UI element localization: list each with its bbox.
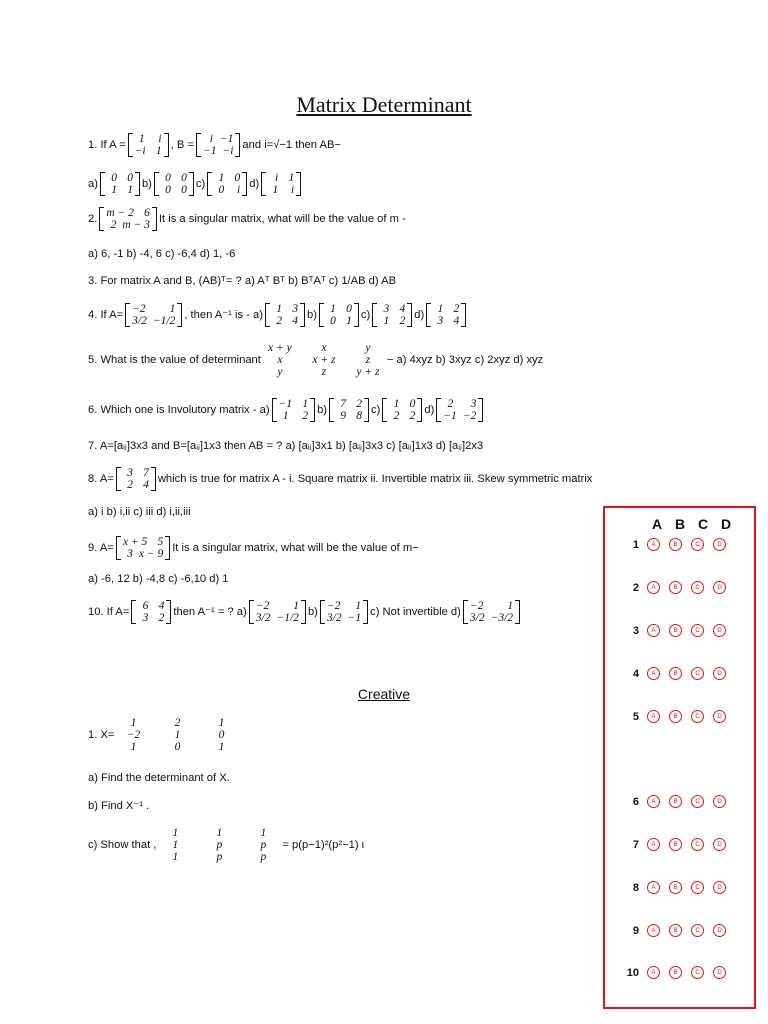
matrix-cell: 2 [127, 479, 133, 491]
omr-bubble-b[interactable]: B [669, 795, 682, 808]
matrix-cell: 0 [111, 172, 117, 184]
omr-bubble-a[interactable]: A [647, 924, 660, 937]
omr-bubble-c[interactable]: C [691, 924, 704, 937]
matrix-cell: x − 9 [138, 548, 164, 560]
omr-row-number: 8 [632, 881, 639, 894]
omr-column-headers [649, 516, 734, 532]
determinant-cell: y [365, 342, 371, 354]
omr-bubble-d[interactable]: D [713, 538, 726, 551]
omr-bubble-b[interactable]: B [669, 966, 682, 979]
matrix-cell: 2 [158, 612, 165, 624]
determinant-grid [160, 827, 278, 863]
matrix-cell: −1/2 [152, 315, 176, 327]
matrix-cell: 0 [181, 184, 187, 196]
matrix-cell: 2 [356, 398, 363, 410]
matrix-cell: −1 [347, 612, 362, 624]
matrix-cell: −1 [202, 145, 217, 157]
omr-row-number: 7 [632, 838, 639, 851]
matrix-cell: −2 [462, 410, 477, 422]
question-2-options: a) 6, -1 b) -4, 6 c) -6,4 d) 1, -6 [88, 248, 236, 260]
matrix [116, 467, 156, 491]
determinant-cell: 1 [130, 741, 137, 753]
matrix [372, 303, 412, 327]
omr-bubble-a[interactable]: A [647, 624, 660, 637]
matrix-cell: 1 [155, 145, 162, 157]
creative-part-a: a) Find the determinant of X. [88, 772, 230, 784]
omr-bubble-d[interactable]: D [713, 881, 726, 894]
matrix-cell: 4 [292, 315, 298, 327]
matrix-cell: 2 [393, 410, 400, 422]
matrix-cell: 1 [127, 184, 133, 196]
creative-part-c: c) Show that , 1 1 1 1 p p 1 p p = p(p−1)²(p²−1) ι [88, 827, 365, 863]
matrix-cell: 2 [447, 398, 454, 410]
matrix-cell: 3 [437, 315, 444, 327]
matrix-cell: 0 [346, 303, 352, 315]
matrix [463, 600, 520, 624]
omr-bubble-d[interactable]: D [713, 667, 726, 680]
omr-bubble-a[interactable]: A [647, 795, 660, 808]
determinant-cell: x + z [312, 354, 336, 366]
omr-bubble-b[interactable]: B [669, 881, 682, 894]
omr-bubble-b[interactable]: B [669, 924, 682, 937]
matrix-cell: 3/2 [326, 612, 342, 624]
omr-row-number: 2 [632, 581, 639, 594]
matrix-cell: −1 [219, 133, 234, 145]
matrix-cell: 9 [340, 410, 347, 422]
matrix-cell: 1 [272, 184, 279, 196]
determinant-cell: 0 [174, 741, 181, 753]
matrix-cell: 6 [144, 207, 150, 219]
omr-bubble-c[interactable]: C [691, 795, 704, 808]
matrix-cell: −2 [469, 600, 484, 612]
matrix-cell: −1 [443, 410, 457, 422]
matrix [196, 133, 240, 157]
omr-bubble-c[interactable]: C [691, 710, 704, 723]
determinant-cell: p [216, 851, 223, 863]
matrix-cell: i [274, 172, 279, 184]
omr-row [623, 881, 735, 894]
matrix-cell: 3 [127, 548, 133, 560]
matrix-cell: 1 [169, 303, 176, 315]
matrix-cell: 0 [330, 315, 336, 327]
matrix-cell: 4 [453, 315, 460, 327]
matrix-cell: 1 [437, 303, 444, 315]
matrix-cell: 3/2 [469, 612, 485, 624]
omr-header-b: B [674, 516, 686, 532]
matrix-cell: 8 [356, 410, 363, 422]
omr-bubble-d[interactable]: D [713, 838, 726, 851]
determinant-cell: 1 [172, 827, 179, 839]
matrix-cell: 1 [507, 600, 514, 612]
omr-bubble-c[interactable]: C [691, 538, 704, 551]
omr-bubble-d[interactable]: D [713, 966, 726, 979]
matrix-cell: 7 [143, 467, 149, 479]
omr-row [623, 838, 735, 851]
determinant-cell: p [260, 839, 267, 851]
omr-bubble-a[interactable]: A [647, 838, 660, 851]
matrix-cell: 1 [111, 184, 117, 196]
matrix-cell: 2 [110, 219, 117, 231]
matrix-cell: 0 [409, 398, 416, 410]
question-8: 8. A= 3 7 2 4 which is true for matrix A - i. Square matrix ii. Invertible matrix iii. Skew symmetric matrix [88, 467, 593, 491]
determinant-cell: 1 [174, 729, 181, 741]
question-6: 6. Which one is Involutory matrix - a) −1 1 1 2 b) 7 2 9 8 c) 1 0 2 2 d) 2 3 −1 −2 [88, 398, 485, 422]
omr-bubble-a[interactable]: A [647, 966, 660, 979]
creative-title: Creative [357, 686, 411, 702]
matrix-cell: 2 [276, 315, 282, 327]
matrix-cell: x + 5 [122, 536, 148, 548]
matrix-cell: −3/2 [490, 612, 514, 624]
matrix-cell: 6 [142, 600, 149, 612]
matrix-cell: −i [222, 145, 234, 157]
matrix [207, 172, 247, 196]
matrix-cell: −2 [255, 600, 270, 612]
matrix-cell: 0 [218, 184, 225, 196]
matrix-cell: 1 [276, 303, 282, 315]
determinant-cell: z [365, 354, 371, 366]
matrix-cell: 0 [165, 184, 171, 196]
matrix [329, 398, 369, 422]
matrix-cell: 3 [383, 303, 390, 315]
omr-row-number: 4 [632, 667, 639, 680]
matrix-cell: 3 [142, 612, 149, 624]
omr-bubble-c[interactable]: C [691, 581, 704, 594]
matrix-cell: 5 [157, 536, 164, 548]
determinant-grid [265, 342, 383, 378]
matrix-cell: 0 [127, 172, 133, 184]
creative-part-b: b) Find X⁻¹ . [88, 800, 150, 812]
matrix-cell: 1 [293, 600, 299, 612]
matrix-cell: 1 [393, 398, 400, 410]
matrix-cell: 2 [409, 410, 416, 422]
omr-row-number: 10 [626, 966, 639, 979]
matrix-cell: 1 [346, 315, 352, 327]
matrix-cell: 1 [218, 172, 225, 184]
omr-row [623, 966, 735, 979]
omr-header-c: C [697, 516, 709, 532]
matrix-cell: 1 [288, 172, 295, 184]
omr-bubble-c[interactable]: C [691, 667, 704, 680]
matrix-cell: 0 [165, 172, 171, 184]
determinant-cell: p [260, 851, 267, 863]
matrix [320, 600, 368, 624]
omr-bubble-d[interactable]: D [713, 924, 726, 937]
matrix-cell: 3 [292, 303, 298, 315]
matrix-cell: 3/2 [132, 315, 147, 327]
matrix-cell: 4 [143, 479, 149, 491]
matrix-cell: 3/2 [255, 612, 271, 624]
question-1: 1. If A = 1 i −i 1 , B = i −1 −1 −i and i=√−1 then AB− [88, 133, 341, 157]
question-9: 9. A= x + 5 5 3 x − 9 It is a singular matrix, what will be the value of m− [88, 536, 419, 560]
creative-question-1: 1. X= 1 2 1 −2 1 0 1 0 1 [88, 717, 240, 753]
question-7: 7. A=[aᵢⱼ]3x3 and B=[aᵢⱼ]1x3 then AB = ? a) [aᵢⱼ]3x1 b) [aᵢⱼ]3x3 c) [aᵢⱼ]1x3 d) [aᵢⱼ]2x3 [88, 440, 484, 452]
omr-row [623, 710, 735, 723]
determinant-cell: y [277, 366, 283, 378]
determinant-cell: 1 [218, 741, 225, 753]
question-1-options: a) 0 0 1 1 b) 0 0 0 0 c) 1 0 0 i d) i 1 1 i [88, 172, 303, 196]
matrix [261, 172, 301, 196]
matrix [382, 398, 422, 422]
omr-row-number: 5 [632, 710, 639, 723]
omr-row [623, 795, 735, 808]
determinant-cell: p [216, 839, 223, 851]
determinant-cell: 1 [130, 717, 137, 729]
matrix [99, 207, 157, 231]
omr-row-number: 6 [632, 795, 639, 808]
omr-bubble-a[interactable]: A [647, 538, 660, 551]
matrix [436, 398, 483, 422]
matrix-cell: 1 [302, 398, 309, 410]
matrix-cell: i [237, 184, 241, 196]
matrix-cell: −2 [132, 303, 146, 315]
matrix-cell: 2 [302, 410, 309, 422]
omr-bubble-b[interactable]: B [669, 624, 682, 637]
omr-bubble-c[interactable]: C [691, 838, 704, 851]
omr-bubble-d[interactable]: D [713, 624, 726, 637]
matrix [131, 600, 171, 624]
matrix [116, 536, 170, 560]
matrix-cell: m − 3 [122, 219, 150, 231]
matrix [100, 172, 140, 196]
omr-bubble-c[interactable]: C [691, 881, 704, 894]
determinant-cell: −2 [126, 729, 141, 741]
question-3: 3. For matrix A and B, (AB)ᵀ= ? a) Aᵀ Bᵀ b) BᵀAᵀ c) 1/AB d) AB [88, 275, 397, 287]
omr-bubble-a[interactable]: A [647, 581, 660, 594]
omr-header-a: A [651, 516, 663, 532]
matrix-cell: 1 [355, 600, 362, 612]
omr-bubble-a[interactable]: A [647, 881, 660, 894]
matrix-cell: 2 [399, 315, 406, 327]
matrix-cell: 4 [158, 600, 165, 612]
omr-bubble-d[interactable]: D [713, 581, 726, 594]
omr-row [623, 538, 735, 551]
determinant-cell: 1 [172, 851, 179, 863]
determinant-cell: 1 [216, 827, 223, 839]
omr-bubble-b[interactable]: B [669, 710, 682, 723]
matrix-cell: 1 [282, 410, 289, 422]
omr-bubble-d[interactable]: D [713, 795, 726, 808]
determinant-cell: 0 [218, 729, 225, 741]
omr-bubble-b[interactable]: B [669, 838, 682, 851]
determinant-grid [118, 717, 236, 753]
omr-bubble-b[interactable]: B [669, 581, 682, 594]
matrix-cell: 7 [340, 398, 347, 410]
determinant-cell: 1 [172, 839, 179, 851]
matrix-cell: −2 [326, 600, 341, 612]
question-9-options: a) -6, 12 b) -4,8 c) -6,10 d) 1 [88, 573, 229, 585]
omr-bubble-c[interactable]: C [691, 966, 704, 979]
matrix [128, 133, 169, 157]
matrix-cell: −1 [278, 398, 293, 410]
page-title: Matrix Determinant [296, 92, 472, 117]
matrix [272, 398, 316, 422]
determinant-cell: x + y [268, 342, 292, 354]
matrix [426, 303, 466, 327]
matrix-cell: m − 2 [106, 207, 134, 219]
omr-row-number: 9 [632, 924, 639, 937]
matrix [265, 303, 305, 327]
question-4: 4. If A= −2 1 3/2 −1/2 , then A⁻¹ is - a) 1 3 2 4 b) 1 0 0 1 c) 3 4 1 2 d) 1 2 3 4 [88, 303, 468, 327]
matrix-cell: i [290, 184, 295, 196]
omr-row [623, 667, 735, 680]
omr-bubble-c[interactable]: C [691, 624, 704, 637]
matrix-cell: 0 [181, 172, 187, 184]
determinant-cell: 1 [260, 827, 267, 839]
matrix-cell: i [158, 133, 162, 145]
omr-row-number: 1 [632, 538, 639, 551]
omr-bubble-d[interactable]: D [713, 710, 726, 723]
omr-bubble-b[interactable]: B [669, 667, 682, 680]
determinant-cell: 1 [218, 717, 225, 729]
determinant-cell: x [321, 342, 327, 354]
matrix-cell: i [209, 133, 213, 145]
matrix-cell: 1 [330, 303, 336, 315]
omr-header-d: D [720, 516, 732, 532]
omr-answer-box [603, 506, 756, 1009]
omr-bubble-b[interactable]: B [669, 538, 682, 551]
matrix-cell: 2 [453, 303, 460, 315]
determinant-cell: 2 [174, 717, 181, 729]
question-10: 10. If A= 6 4 3 2 then A⁻¹ = ? a) −2 1 3/2 −1/2 b) −2 1 3/2 −1 c) Not invertible d) −2 1 3/2 −3/2 [88, 600, 522, 624]
determinant-cell: y + z [356, 366, 380, 378]
matrix-cell: 3 [127, 467, 133, 479]
omr-row-number: 3 [632, 624, 639, 637]
determinant-cell: x [277, 354, 283, 366]
question-8-options: a) i b) i,ii c) iii d) i,ii,iii [88, 506, 191, 518]
question-5: 5. What is the value of determinant x + y x y x x + z z y z y + z − a) 4xyz b) 3xyz c) 2xyz d) xyz [88, 342, 544, 378]
omr-bubble-a[interactable]: A [647, 710, 660, 723]
omr-bubble-a[interactable]: A [647, 667, 660, 680]
matrix-cell: 1 [383, 315, 390, 327]
determinant-cell: z [321, 366, 327, 378]
omr-row [623, 624, 735, 637]
matrix-cell: 0 [234, 172, 241, 184]
matrix-cell: 4 [399, 303, 406, 315]
matrix-cell: −i [134, 145, 146, 157]
question-2: 2. m − 2 6 2 m − 3 It is a singular matrix, what will be the value of m - [88, 207, 406, 231]
omr-row [623, 581, 735, 594]
matrix-cell: −1/2 [276, 612, 299, 624]
matrix [125, 303, 182, 327]
omr-row [623, 924, 735, 937]
matrix [154, 172, 194, 196]
matrix-cell: 3 [470, 398, 477, 410]
matrix-cell: 1 [138, 133, 145, 145]
matrix [249, 600, 306, 624]
matrix [319, 303, 359, 327]
